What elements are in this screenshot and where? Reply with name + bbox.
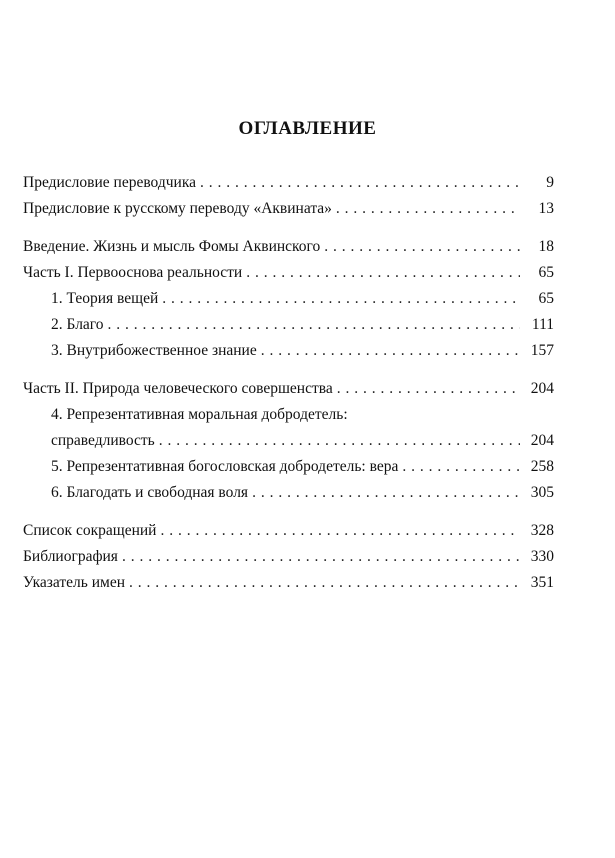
dot-leader: [108, 312, 520, 338]
toc-entry[interactable]: [23, 234, 554, 260]
toc-entry[interactable]: [23, 286, 554, 312]
toc-entry[interactable]: [23, 312, 554, 338]
toc-entry-label: справедливость: [51, 432, 155, 449]
section-gap: [23, 506, 554, 518]
toc-entry[interactable]: [23, 480, 554, 506]
toc-entry-label: 1. Теория вещей: [51, 290, 159, 307]
dot-leader: [324, 234, 520, 260]
toc-entry[interactable]: [23, 544, 554, 570]
toc-entry-page: 157: [530, 342, 554, 359]
toc-entry[interactable]: [23, 428, 554, 454]
toc-entry-page: 204: [530, 380, 554, 397]
toc-entry-label: Часть I. Первооснова реальности: [23, 264, 243, 281]
toc-entry[interactable]: [23, 338, 554, 364]
toc-entry-page: 18: [538, 238, 554, 255]
dot-leader: [129, 570, 520, 596]
toc-entry-label: Указатель имен: [23, 574, 125, 591]
toc-entry[interactable]: [23, 376, 554, 402]
section-gap: [23, 364, 554, 376]
toc-entry-label: 6. Благодать и свободная воля: [51, 484, 249, 501]
toc-entry-page: 204: [530, 432, 554, 449]
dot-leader: [252, 480, 520, 506]
toc-entry-page: 258: [530, 458, 554, 475]
table-of-contents: [23, 170, 554, 596]
toc-entry-label: 3. Внутрибожественное знание: [51, 342, 257, 359]
toc-entry-label: 2. Благо: [51, 316, 104, 333]
toc-entry-page: 65: [538, 290, 554, 307]
toc-entry[interactable]: [23, 196, 554, 222]
toc-entry-page: 328: [530, 522, 554, 539]
toc-entry-label: Предисловие к русскому переводу «Аквината»: [23, 200, 332, 217]
toc-entry[interactable]: [23, 518, 554, 544]
dot-leader: [336, 196, 520, 222]
toc-entry[interactable]: [23, 570, 554, 596]
dot-leader: [402, 454, 520, 480]
dot-leader: [162, 286, 520, 312]
dot-leader: [200, 170, 520, 196]
page-title: ОГЛАВЛЕНИЕ: [238, 118, 377, 139]
dot-leader: [337, 376, 520, 402]
toc-entry-label-line1: 4. Репрезентативная моральная добродетель:: [51, 406, 348, 423]
toc-entry-label: Список сокращений: [23, 522, 157, 539]
toc-entry-label: Введение. Жизнь и мысль Фомы Аквинского: [23, 238, 321, 255]
toc-entry-label: Часть II. Природа человеческого совершенства: [23, 380, 333, 397]
dot-leader: [159, 428, 520, 454]
toc-entry-page: 9: [546, 174, 554, 191]
toc-entry[interactable]: [23, 260, 554, 286]
dot-leader: [246, 260, 520, 286]
toc-entry-label: Предисловие переводчика: [23, 174, 197, 191]
toc-entry-page: 351: [530, 574, 554, 591]
toc-entry-label: Библиография: [23, 548, 118, 565]
toc-entry-page: 305: [530, 484, 554, 501]
toc-entry[interactable]: [23, 454, 554, 480]
toc-entry-page: 330: [530, 548, 554, 565]
section-gap: [23, 222, 554, 234]
dot-leader: [261, 338, 520, 364]
toc-entry-page: 13: [538, 200, 554, 217]
toc-entry-page: 111: [531, 316, 554, 333]
toc-entry-page: 65: [538, 264, 554, 281]
dot-leader: [122, 544, 520, 570]
toc-entry[interactable]: [23, 170, 554, 196]
toc-entry-label: 5. Репрезентативная богословская добродетель: вера: [51, 458, 399, 475]
dot-leader: [160, 518, 520, 544]
